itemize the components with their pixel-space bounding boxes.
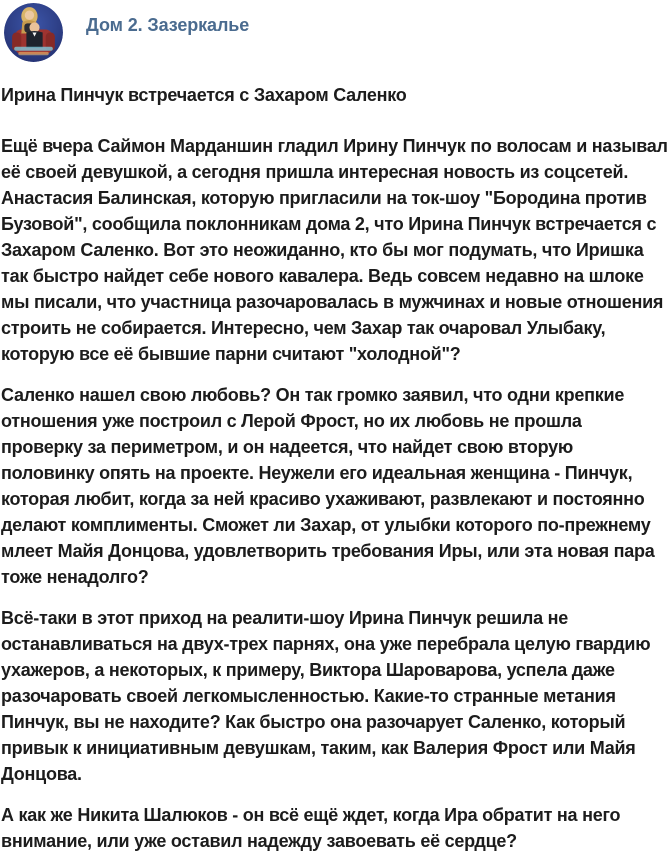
post-paragraph: Всё-таки в этот приход на реалити-шоу Ирина Пинчук решила не останавливаться на двух-трех парнях, она уже перебрала целую гвардию ухажеров, а некоторых, к примеру, Виктора Шароварова, успела даже разочаровать своей легкомысленностью. Какие-то странные метания Пинчук, вы не находите? Как быстро она разочарует Саленко, который привык к инициативным девушкам, таким, как Валерия Фрост или Майя Донцова. — [1, 608, 651, 784]
group-avatar-image — [4, 3, 63, 62]
post-title: Ирина Пинчук встречается с Захаром Саленко — [1, 85, 407, 105]
post-paragraph: Ещё вчера Саймон Марданшин гладил Ирину Пинчук по волосам и называл её своей девушкой, а сегодня пришла интересная новость из соцсетей. Анастасия Балинская, которую пригласили на ток-шоу "Бородина против Бузовой", сообщила поклонникам дома 2, что Ирина Пинчук встречается с Захаром Саленко. Вот это неожиданно, кто бы мог подумать, что Иришка так быстро найдет себе нового кавалера. Ведь совсем недавно на шлоке мы писали, что участница разочаровалась в мужчинах и новые отношения строить не собирается. Интересно, чем Захар так очаровал Улыбаку, которую все её бывшие парни считают "холодной"? — [1, 136, 668, 364]
post-paragraph: А как же Никита Шалюков - он всё ещё ждет, когда Ира обратит на него внимание, или уже оставил надежду завоевать её сердце? — [1, 805, 621, 851]
post-body — [0, 78, 670, 864]
group-avatar[interactable] — [4, 3, 63, 62]
post-header — [0, 0, 670, 78]
group-name-link[interactable]: Дом 2. Зазеркалье — [86, 15, 250, 35]
post-paragraph: Саленко нашел свою любовь? Он так громко заявил, что одни крепкие отношения уже построил с Лерой Фрост, но их любовь не прошла проверку за периметром, и он надеется, что найдет свою вторую половинку опять на проекте. Неужели его идеальная женщина - Пинчук, которая любит, когда за ней красиво ухаживают, развлекают и постоянно делают комплименты. Сможет ли Захар, от улыбки которого по-прежнему млеет Майя Донцова, удовлетворить требования Иры, или эта новая пара тоже ненадолго? — [1, 385, 655, 587]
